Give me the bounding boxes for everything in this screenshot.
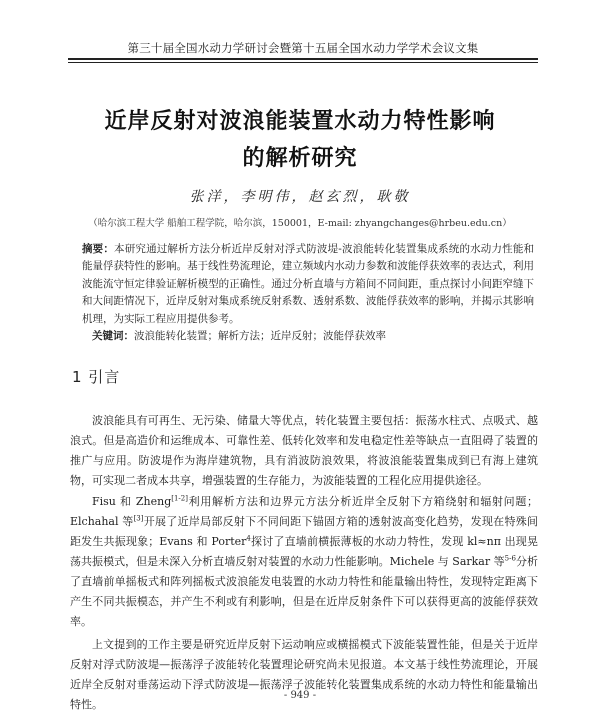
citation-ref: 5-6: [504, 554, 516, 563]
body-paragraph-3: 上文提到的工作主要是研究近岸反射下运动响应或横摇模式下波能装置性能，但是关于近岸反射对浮式防波堤—振荡浮子波能转化装置理论研究尚未见报道。本文基于线性势流理论，开展近岸全反射对垂荡运动下浮式防波堤—振荡浮子波能转化装置集成系统的水动力特性和能量输出特性。: [70, 638, 538, 711]
paragraph-text: 开展了近岸局部反射下不同间距下锚固方箱的透射波高变化趋势，发现在特殊间距发生共振现象；Evans 和 Porter: [70, 515, 539, 548]
header-rule-thin: [68, 62, 538, 63]
running-header: 第三十届全国水动力学研讨会暨第十五届全国水动力学学术会议文集: [127, 41, 479, 55]
section-heading-introduction: 1 引言: [72, 368, 121, 386]
abstract: [82, 241, 534, 328]
abstract-label: 摘要：: [82, 243, 115, 255]
body-paragraph-1: 波浪能具有可再生、无污染、储量大等优点，转化装置主要包括：振荡水柱式、点吸式、越浪式。但是高造价和运维成本、可靠性差、低转化效率和发电稳定性差等缺点一直阻碍了装置的推广与应用。防波堤作为海岸建筑物，具有消波防浪效果，将波浪能装置集成到已有海上建筑物，可实现二者成本共享，增强装置的生存能力，为波能装置的工程化应用提供途径。: [70, 414, 538, 487]
paragraph-text: 分析了直墙前单摇板式和阵列摇板式波浪能发电装置的水动力特性和能量输出特性，发现特定距离下产生不同共振模态，并产生不利或有利影响，但是在近岸反射条件下可以获得更高的波能俘获效率。: [70, 555, 538, 628]
author-list: 张洋，李明伟，赵玄烈，耿敬: [189, 189, 411, 205]
paper-title-line-1: 近岸反射对波浪能装置水动力特性影响: [104, 109, 496, 134]
citation-ref: [1-2]: [171, 494, 188, 503]
citation-ref: 4: [246, 534, 251, 543]
body-paragraph-2: [70, 492, 538, 632]
page-number: - 949 -: [283, 690, 317, 701]
header-rule: [68, 58, 538, 60]
keywords: [92, 328, 534, 343]
paper-title-line-2: 的解析研究: [242, 146, 358, 171]
paragraph-text: 利用解析方法和边界元方法分析近岸全反射下方箱绕射和辐射问题；Elchahal 等: [70, 495, 538, 528]
abstract-text: 本研究通过解析方法分析近岸反射对浮式防波堤-波浪能转化装置集成系统的水动力性能和能量俘获特性的影响。基于线性势流理论，建立频域内水动力参数和波能俘获效率的表达式，利用波能流守恒定律验证解析模型的正确性。通过分析直墙与方箱间不同间距，重点探讨小间距窄缝下和大间距情况下，近岸反射对集成系统反射系数、透射系数、波能俘获效率的影响，并揭示其影响机理，为实际工程应用提供参考。: [82, 243, 535, 325]
paragraph-text: 探讨了直墙前横振薄板的水动力特性，发现 kl≈nπ 出现晃荡共振模式，但是未深入分析直墙反射对装置的水动力性能影响。Michele 与 Sarkar 等: [70, 535, 538, 568]
author-affiliation: （哈尔滨工程大学 船舶工程学院，哈尔滨，150001，E-mail: zhyangchanges@hrbeu.edu.cn）: [88, 218, 512, 229]
keywords-label: 关键词：: [92, 330, 134, 342]
citation-ref: [3]: [133, 514, 144, 523]
keywords-text: 波浪能转化装置；解析方法；近岸反射；波能俘获效率: [134, 330, 386, 342]
paragraph-text: Fisu 和 Zheng: [92, 495, 172, 508]
